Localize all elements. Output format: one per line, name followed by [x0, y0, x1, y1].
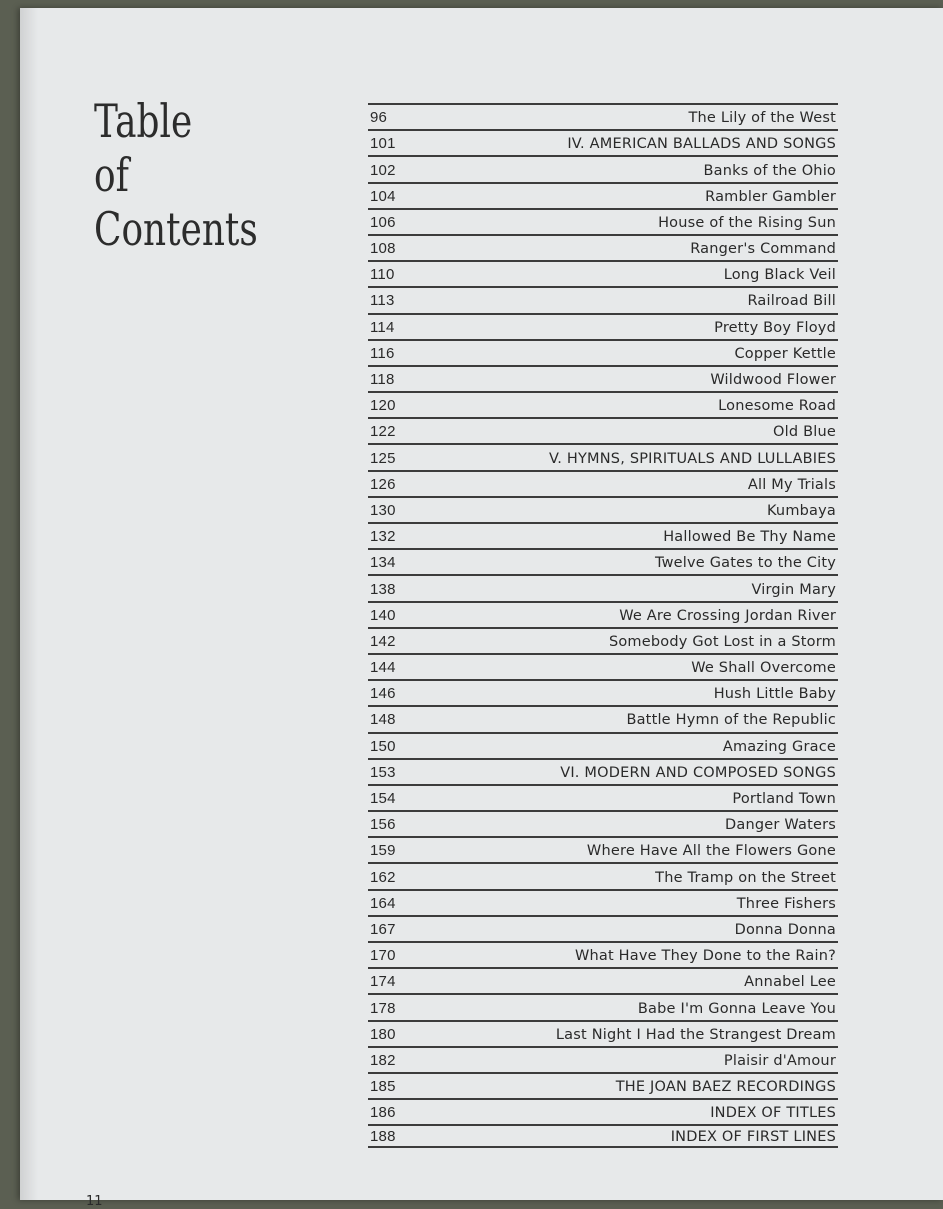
- toc-row: [368, 103, 838, 127]
- toc-row: [368, 941, 838, 965]
- toc-row: [368, 129, 838, 153]
- toc-entry-title: House of the Rising Sun: [658, 214, 836, 231]
- toc-row: [368, 627, 838, 651]
- toc-row: [368, 391, 838, 415]
- page-binding-shadow: [20, 8, 38, 1200]
- toc-page-number: 125: [370, 449, 396, 467]
- toc-row: [368, 705, 838, 729]
- title-line-1: Table: [94, 94, 193, 148]
- toc-page-number: 132: [370, 528, 396, 546]
- toc-row: [368, 260, 838, 284]
- toc-entry-title: Ranger's Command: [690, 241, 836, 258]
- toc-entry-title: Last Night I Had the Strangest Dream: [555, 1026, 836, 1043]
- toc-page-number: 159: [370, 842, 396, 860]
- toc-page-number: 150: [370, 737, 396, 755]
- toc-page-number: 104: [370, 187, 396, 205]
- toc-page-number: 130: [370, 501, 396, 519]
- toc-entry-title: Twelve Gates to the City: [654, 555, 836, 572]
- toc-entry-title: THE JOAN BAEZ RECORDINGS: [615, 1079, 836, 1096]
- toc-row: [368, 758, 838, 782]
- toc-entry-title: Wildwood Flower: [710, 372, 836, 389]
- toc-page-number: 120: [370, 397, 396, 415]
- toc-row: [368, 443, 838, 467]
- toc-entry-title: Hush Little Baby: [713, 686, 836, 703]
- toc-row: [368, 208, 838, 232]
- toc-row: [368, 679, 838, 703]
- toc-entry-title: Three Fishers: [736, 895, 836, 912]
- toc-entry-title: Rambler Gambler: [705, 188, 836, 205]
- toc-entry-title: Banks of the Ohio: [703, 162, 836, 179]
- toc-page-number: 106: [370, 213, 396, 231]
- toc-row: [368, 1072, 838, 1096]
- toc-row: [368, 182, 838, 206]
- toc-page-number: 144: [370, 659, 396, 677]
- toc-page-number: 140: [370, 606, 396, 624]
- toc-row: [368, 1046, 838, 1070]
- toc-page-number: 116: [370, 344, 395, 362]
- toc-page-number: 114: [370, 318, 395, 336]
- toc-row: [368, 889, 838, 913]
- toc-page-number: 101: [370, 135, 396, 153]
- toc-row: [368, 862, 838, 886]
- toc-page-number: 156: [370, 816, 396, 834]
- toc-page-number: 153: [370, 763, 396, 781]
- toc-row: [368, 1020, 838, 1044]
- toc-page-number: 186: [370, 1104, 396, 1122]
- toc-page-number: 126: [370, 475, 396, 493]
- toc-page-number: 118: [370, 371, 395, 389]
- toc-page-number: 185: [370, 1078, 396, 1096]
- toc-page-number: 178: [370, 999, 396, 1017]
- toc-row: [368, 548, 838, 572]
- toc-entry-title: Annabel Lee: [744, 974, 836, 991]
- toc-entry-title: Long Black Veil: [723, 267, 836, 284]
- toc-row: [368, 836, 838, 860]
- toc-page-number: 174: [370, 973, 396, 991]
- toc-entry-title: The Tramp on the Street: [655, 869, 836, 886]
- toc-row: [368, 365, 838, 389]
- toc-entry-title: Amazing Grace: [722, 738, 836, 755]
- toc-entry-title: Virgin Mary: [751, 581, 836, 598]
- book-page: [20, 8, 943, 1209]
- toc-entry-title: All My Trials: [747, 476, 836, 493]
- toc-entry-title: IV. AMERICAN BALLADS AND SONGS: [567, 136, 836, 153]
- toc-page-number: 170: [370, 947, 396, 965]
- toc-entry-title: Lonesome Road: [718, 398, 836, 415]
- page-title: [94, 94, 258, 256]
- toc-row: [368, 313, 838, 337]
- toc-entry-title: Pretty Boy Floyd: [714, 319, 836, 336]
- toc-row: [368, 993, 838, 1017]
- toc-row: [368, 496, 838, 520]
- toc-row: [368, 1124, 838, 1148]
- toc-row: [368, 470, 838, 494]
- toc-row: [368, 601, 838, 625]
- toc-entry-title: The Lily of the West: [688, 110, 836, 127]
- toc-entry-title: Kumbaya: [766, 502, 836, 519]
- toc-page-number: 167: [370, 920, 396, 938]
- toc-page-number: 96: [370, 109, 388, 127]
- toc-entry-title: Donna Donna: [734, 921, 836, 938]
- toc-page-number: 180: [370, 1025, 396, 1043]
- toc-page-number: 142: [370, 632, 396, 650]
- toc-entry-title: We Are Crossing Jordan River: [619, 607, 836, 624]
- toc-entry-title: INDEX OF FIRST LINES: [670, 1129, 836, 1146]
- toc-entry-title: Old Blue: [773, 424, 836, 441]
- toc-row: [368, 234, 838, 258]
- title-line-2: of: [94, 148, 129, 202]
- toc-entry-title: Danger Waters: [725, 817, 836, 834]
- toc-row: [368, 732, 838, 756]
- toc-row: [368, 522, 838, 546]
- toc-entry-title: VI. MODERN AND COMPOSED SONGS: [560, 764, 836, 781]
- toc-entry-title: We Shall Overcome: [691, 660, 836, 677]
- toc-page-number: 122: [370, 423, 396, 441]
- toc-page-number: 138: [370, 580, 396, 598]
- toc-row: [368, 784, 838, 808]
- toc-entry-title: Hallowed Be Thy Name: [663, 529, 836, 546]
- toc-entry-title: What Have They Done to the Rain?: [574, 948, 836, 965]
- toc-row: [368, 339, 838, 363]
- toc-page-number: 188: [370, 1128, 396, 1146]
- toc-entry-title: Babe I'm Gonna Leave You: [637, 1000, 836, 1017]
- toc-entry-title: V. HYMNS, SPIRITUALS AND LULLABIES: [549, 450, 836, 467]
- toc-entry-title: Railroad Bill: [747, 293, 836, 310]
- toc-page-number: 108: [370, 240, 396, 258]
- toc-entry-title: Battle Hymn of the Republic: [626, 712, 836, 729]
- toc-page-number: 134: [370, 554, 396, 572]
- toc-entry-title: Plaisir d'Amour: [723, 1052, 836, 1069]
- toc-entry-title: Copper Kettle: [734, 345, 836, 362]
- toc-page-number: 110: [370, 266, 395, 284]
- toc-page-number: 164: [370, 894, 396, 912]
- toc-page-number: 113: [370, 292, 395, 310]
- toc-page-number: 182: [370, 1051, 396, 1069]
- toc-row: [368, 810, 838, 834]
- toc-row: [368, 915, 838, 939]
- toc-page-number: 148: [370, 711, 396, 729]
- toc-row: [368, 967, 838, 991]
- title-line-3: Contents: [94, 202, 258, 256]
- toc-row: [368, 653, 838, 677]
- toc-entry-title: Somebody Got Lost in a Storm: [608, 633, 836, 650]
- toc-entry-title: INDEX OF TITLES: [710, 1105, 836, 1122]
- table-of-contents: [368, 103, 838, 1151]
- toc-row: [368, 1098, 838, 1122]
- toc-page-number: 102: [370, 161, 396, 179]
- toc-page-number: 146: [370, 685, 396, 703]
- toc-row: [368, 155, 838, 179]
- page-number: 11: [86, 1194, 103, 1209]
- toc-row: [368, 417, 838, 441]
- toc-entry-title: Where Have All the Flowers Gone: [586, 843, 836, 860]
- toc-page-number: 162: [370, 868, 396, 886]
- toc-entry-title: Portland Town: [732, 791, 836, 808]
- toc-page-number: 154: [370, 790, 396, 808]
- toc-row: [368, 574, 838, 598]
- toc-row: [368, 286, 838, 310]
